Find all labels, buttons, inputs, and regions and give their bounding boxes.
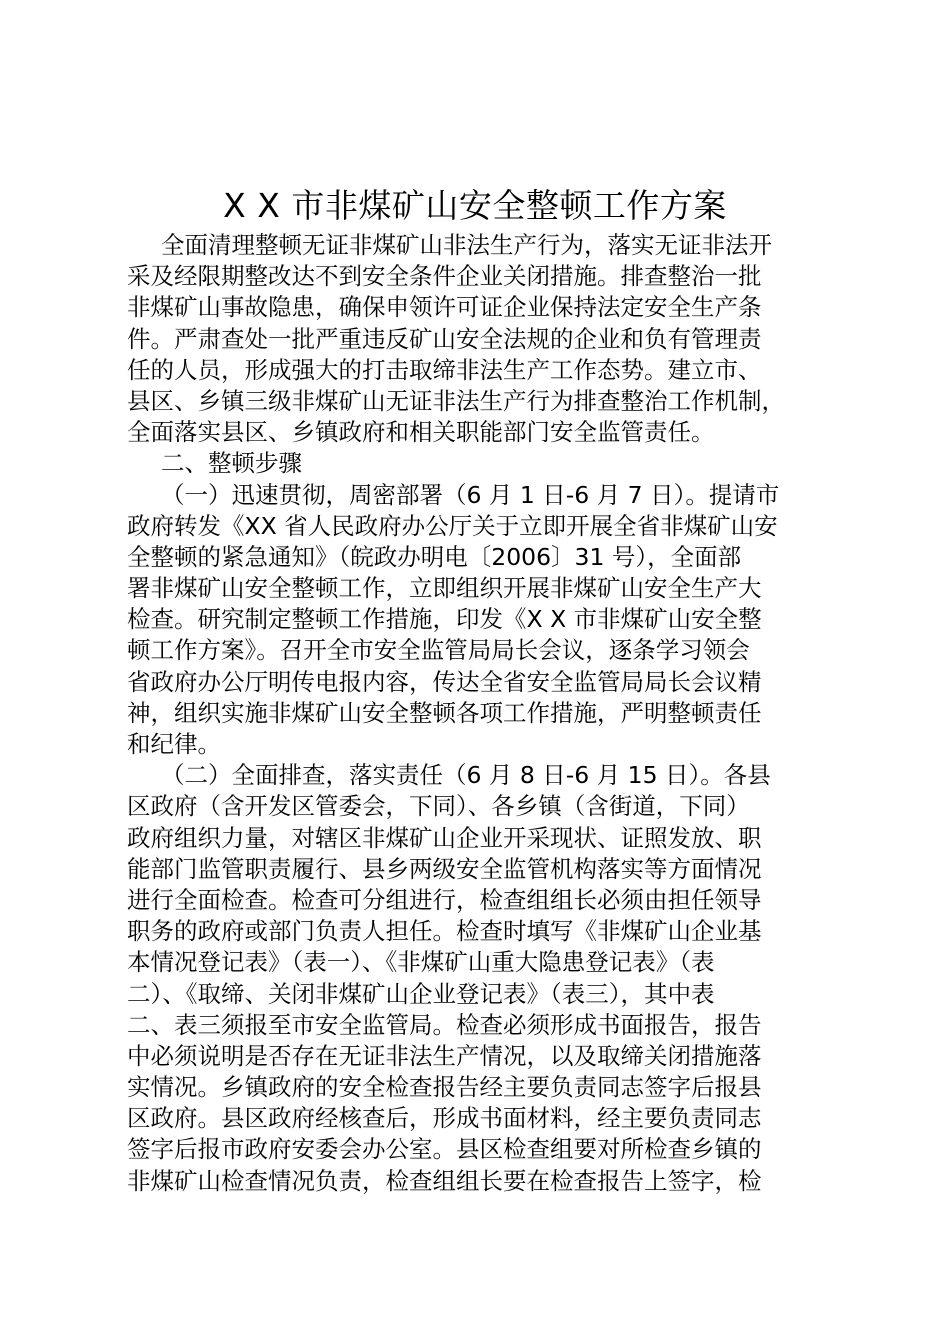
document-body	[127, 230, 839, 1197]
paragraph-line: 实情况。乡镇政府的安全检查报告经主要负责同志签字后报县	[127, 1073, 762, 1102]
paragraph-line: 政府转发《XX 省人民政府办公厅关于立即开展全省非煤矿山安	[127, 511, 778, 540]
paragraph-line: 非煤矿山事故隐患，确保申领许可证企业保持法定安全生产条	[127, 293, 762, 322]
paragraph-line: 神，组织实施非煤矿山安全整顿各项工作措施，严明整顿责任	[127, 698, 762, 727]
paragraph-line: （二）全面排查，落实责任（6 月 8 日-6 月 15 日）。各县	[161, 761, 771, 790]
paragraph-line: 职务的政府或部门负责人担任。检查时填写《非煤矿山企业基	[127, 917, 762, 946]
paragraph-line: 署非煤矿山安全整顿工作，立即组织开展非煤矿山安全生产大	[127, 574, 762, 603]
paragraph-line: 进行全面检查。检查可分组进行，检查组组长必须由担任领导	[127, 885, 762, 914]
paragraph-line: 省政府办公厅明传电报内容，传达全省安全监管局局长会议精	[127, 667, 762, 696]
paragraph-line: 能部门监管职责履行、县乡两级安全监管机构落实等方面情况	[127, 854, 762, 883]
paragraph-line: 采及经限期整改达不到安全条件企业关闭措施。排查整治一批	[127, 262, 762, 291]
paragraph-line: 件。严肃查处一批严重违反矿山安全法规的企业和负有管理责	[127, 324, 762, 353]
paragraph-line: 本情况登记表》（表一）、《非煤矿山重大隐患登记表》（表	[127, 948, 715, 977]
paragraph-line: 检查。研究制定整顿工作措施，印发《X X 市非煤矿山安全整	[127, 605, 762, 634]
paragraph-line: 非煤矿山检查情况负责，检查组组长要在检查报告上签字，检	[127, 1166, 762, 1195]
document-title: X X 市非煤矿山安全整顿工作方案	[223, 186, 727, 225]
paragraph-line: （一）迅速贯彻，周密部署（6 月 1 日-6 月 7 日）。提请市	[161, 480, 780, 509]
paragraph-line: 政府组织力量，对辖区非煤矿山企业开采现状、证照发放、职	[127, 823, 762, 852]
paragraph-line: 全面落实县区、乡镇政府和相关职能部门安全监管责任。	[127, 418, 715, 447]
paragraph-line: 任的人员，形成强大的打击取缔非法生产工作态势。建立市、	[127, 355, 762, 384]
paragraph-line: 全面清理整顿无证非煤矿山非法生产行为，落实无证非法开	[161, 231, 772, 259]
paragraph-line: 顿工作方案》。召开全市安全监管局局长会议，逐条学习领会	[127, 636, 750, 665]
section-heading: 二、整顿步骤	[161, 449, 302, 478]
paragraph-line: 全整顿的紧急通知》（皖政办明电〔2006〕31 号），全面部	[127, 542, 742, 571]
paragraph-line: 和纪律。	[127, 730, 221, 758]
paragraph-line: 二、表三须报至市安全监管局。检查必须形成书面报告，报告	[127, 1010, 762, 1039]
paragraph-line: 中必须说明是否存在无证非法生产情况，以及取缔关闭措施落	[127, 1041, 762, 1070]
paragraph-line: 二）、《取缔、关闭非煤矿山企业登记表》（表三），其中表	[127, 979, 715, 1008]
paragraph-line: 县区、乡镇三级非煤矿山无证非法生产行为排查整治工作机制，	[127, 386, 785, 415]
paragraph-line: 区政府。县区政府经核查后，形成书面材料，经主要负责同志	[127, 1104, 762, 1133]
paragraph-line: 签字后报市政府安委会办公室。县区检查组要对所检查乡镇的	[127, 1135, 762, 1164]
paragraph-line: 区政府（含开发区管委会，下同）、各乡镇（含街道，下同）	[127, 792, 750, 821]
